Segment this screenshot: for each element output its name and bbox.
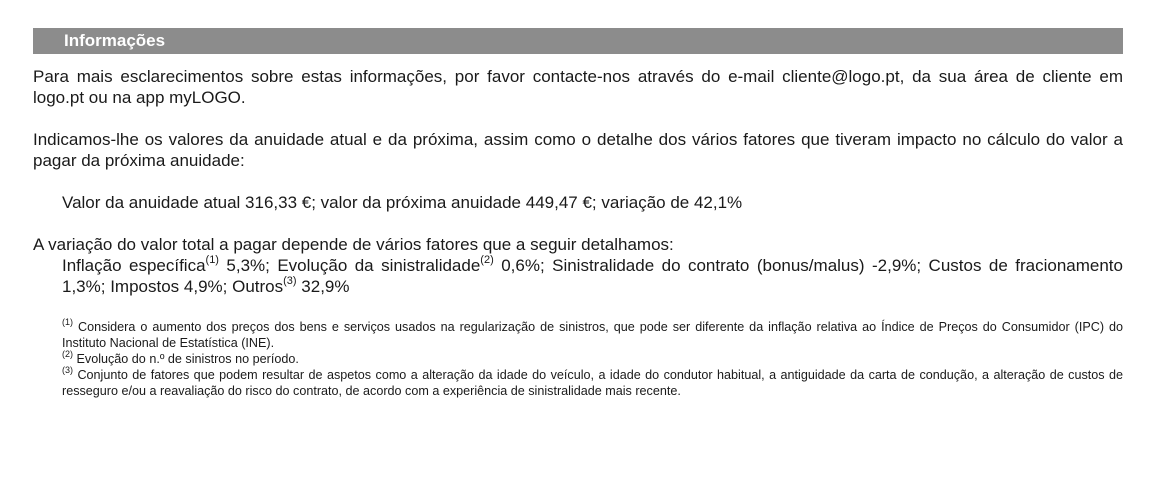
section-title: Informações	[64, 31, 166, 50]
footnote-2-ref: (2)	[62, 348, 73, 359]
footnote-ref-1: (1)	[205, 254, 219, 267]
other-factors-text: Sinistralidade do contrato (bonus/malus) -2,9%; Custos de fracionamento 1,3%; Impostos 4,9%;	[62, 256, 1123, 296]
intro-paragraph: Indicamos-lhe os valores da anuidade atual e da próxima, assim como o detalhe dos vários fatores que tiveram impacto no cálculo do valor a pagar da próxima anuidade:	[33, 130, 1123, 170]
inflation-label: Inflação específica	[62, 256, 206, 275]
claims-label: Evolução da sinistralidade	[277, 256, 481, 275]
contact-paragraph: Para mais esclarecimentos sobre estas informações, por favor contacte-nos através do e-mail cliente@logo.pt, da sua área de cliente em logo.pt ou na app myLOGO.	[33, 67, 1123, 107]
footnote-3	[62, 364, 1123, 399]
footnote-2	[62, 348, 1123, 367]
footnote-1	[62, 316, 1123, 351]
footnote-3-ref: (3)	[62, 364, 73, 375]
document-content	[33, 66, 1123, 399]
footnote-ref-3: (3)	[283, 275, 297, 288]
footnote-ref-2: (2)	[480, 254, 494, 267]
footnote-3-text: Conjunto de fatores que podem resultar de aspetos como a alteração da idade do veículo, a idade do condutor habitual, a antiguidade da carta de condução, a alteração de custos de resseguro e/ou a reavaliação do risco do contrato, de acordo com a experiência de sinistralidade mais recente.	[62, 368, 1123, 398]
annuity-values-line: Valor da anuidade atual 316,33 €; valor da próxima anuidade 449,47 €; variação de 42,1%	[62, 193, 743, 212]
factors-list	[33, 255, 1123, 297]
claims-value: 0,6%;	[493, 256, 553, 275]
footnote-1-text: Considera o aumento dos preços dos bens e serviços usados na regularização de sinistros, que pode ser diferente da inflação relativa ao Índice de Preços do Consumidor (IPC) do Instituto Nacional de Estatística (INE).	[62, 320, 1123, 350]
footnote-1-ref: (1)	[62, 316, 73, 327]
footnote-2-text: Evolução do n.º de sinistros no período.	[73, 352, 299, 366]
footnotes	[33, 316, 1123, 399]
others-value: 32,9%	[296, 277, 350, 296]
section-header-bar	[33, 28, 1123, 54]
inflation-value: 5,3%;	[218, 256, 278, 275]
others-label: Outros	[232, 277, 284, 296]
variation-intro: A variação do valor total a pagar depende de vários fatores que a seguir detalhamos:	[33, 235, 674, 254]
